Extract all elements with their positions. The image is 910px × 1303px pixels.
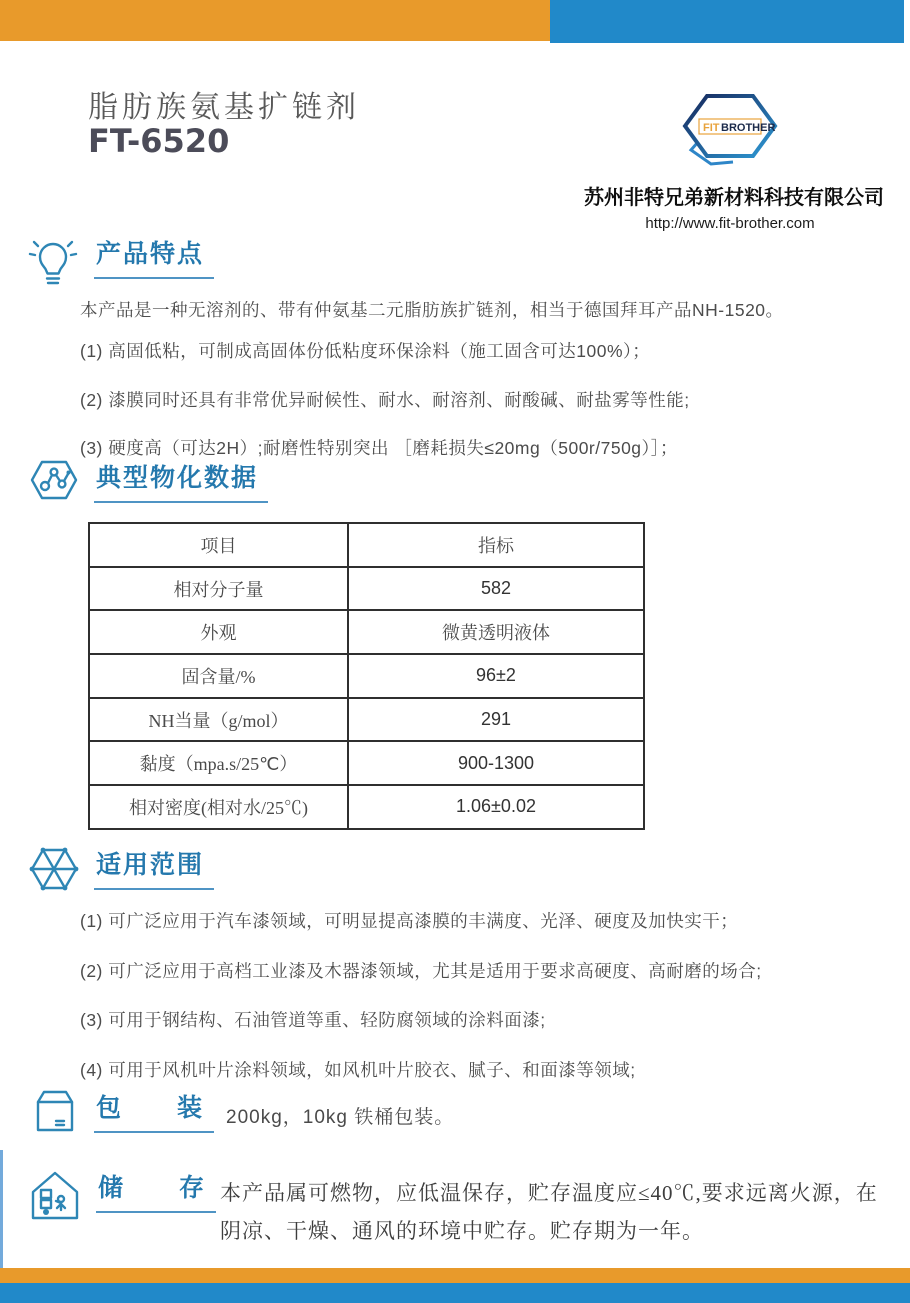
storage-text: 本产品属可燃物，应低温保存，贮存温度应≤40℃,要求远离火源，在阴凉、干燥、通风的环境中贮存。贮存期为一年。: [220, 1181, 878, 1243]
column-header-spec: 指标: [348, 523, 644, 567]
applications-item-1: (1) 可广泛应用于汽车漆领域，可明显提高漆膜的丰满度、光泽、硬度及加快实干；: [80, 911, 739, 931]
table-row: [89, 698, 644, 742]
table-header-row: [89, 523, 644, 567]
company-name: 苏州非特兄弟新材料科技有限公司: [584, 187, 884, 209]
section-storage-header: [28, 1166, 216, 1227]
row-label: 固含量/%: [89, 654, 348, 698]
applications-list: [80, 908, 762, 1105]
top-bar-blue: [550, 0, 904, 43]
section-title-packaging: 包 装: [94, 1086, 214, 1133]
section-title-storage: 储 存: [96, 1166, 216, 1213]
section-title-features: 产品特点: [94, 232, 214, 279]
row-label: 相对密度(相对水/25℃): [89, 785, 348, 829]
section-properties-header: [28, 456, 268, 509]
applications-item-2: (2) 可广泛应用于高档工业漆及木器漆领域，尤其是适用于要求高硬度、高耐磨的场合;: [80, 960, 762, 981]
table-row: [89, 654, 644, 698]
column-header-item: 项目: [89, 523, 348, 567]
features-item-2: (2) 漆膜同时还具有非常优异耐候性、耐水、耐溶剂、耐酸碱、耐盐雾等性能;: [80, 389, 690, 410]
bottom-bar-blue: [0, 1283, 910, 1303]
row-value: 微黄透明液体: [348, 610, 644, 654]
left-edge-accent-line: [0, 1150, 3, 1268]
features-item-1: (1) 高固低粘，可制成高固体份低粘度环保涂料（施工固含可达100%）；: [80, 341, 651, 361]
lightbulb-icon: [26, 232, 80, 299]
row-value: 900-1300: [348, 741, 644, 785]
page-title: 脂肪族氨基扩链剂: [88, 91, 360, 124]
applications-item-4: (4) 可用于风机叶片涂料领域，如风机叶片胶衣、腻子、和面漆等领域;: [80, 1059, 636, 1080]
brand-block: [584, 88, 884, 232]
row-value: 1.06±0.02: [348, 785, 644, 829]
wireframe-hexagon-icon: [28, 843, 80, 900]
section-title-applications: 适用范围: [94, 843, 214, 890]
logo-fit-text: FIT: [703, 122, 720, 134]
applications-item-3: (3) 可用于钢结构、石油管道等重、轻防腐领域的涂料面漆;: [80, 1010, 546, 1030]
logo-brother-text: BROTHER: [721, 122, 776, 134]
row-label: NH当量（g/mol）: [89, 698, 348, 742]
features-intro: 本产品是一种无溶剂的、带有仲氨基二元脂肪族扩链剂，相当于德国拜耳产品NH-1520。: [80, 300, 784, 320]
warehouse-icon: [28, 1166, 82, 1227]
package-box-icon: [30, 1086, 80, 1141]
section-title-properties: 典型物化数据: [94, 456, 268, 503]
table-row: [89, 610, 644, 654]
molecule-hexagon-icon: [28, 456, 80, 509]
features-item-3: (3) 硬度高（可达2H）;耐磨性特别突出 ［磨耗损失≤20mg（500r/750g）］；: [80, 438, 679, 458]
packaging-text: 200kg，10kg 铁桶包装。: [226, 1107, 455, 1128]
website-url: http://www.fit-brother.com: [645, 215, 815, 232]
table-row: [89, 741, 644, 785]
section-packaging-header: [30, 1086, 214, 1141]
row-value: 291: [348, 698, 644, 742]
row-value: 582: [348, 567, 644, 611]
section-features-header: [26, 232, 214, 299]
row-label: 相对分子量: [89, 567, 348, 611]
section-applications-header: [28, 843, 214, 900]
table-row: [89, 567, 644, 611]
fitbrother-logo-icon: [675, 88, 785, 172]
properties-table: [88, 522, 645, 830]
row-label: 外观: [89, 610, 348, 654]
row-label: 黏度（mpa.s/25℃）: [89, 741, 348, 785]
top-bar-orange: [0, 0, 550, 41]
product-code: FT-6520: [88, 122, 230, 160]
row-value: 96±2: [348, 654, 644, 698]
bottom-bar-orange: [0, 1268, 910, 1283]
table-row: [89, 785, 644, 829]
